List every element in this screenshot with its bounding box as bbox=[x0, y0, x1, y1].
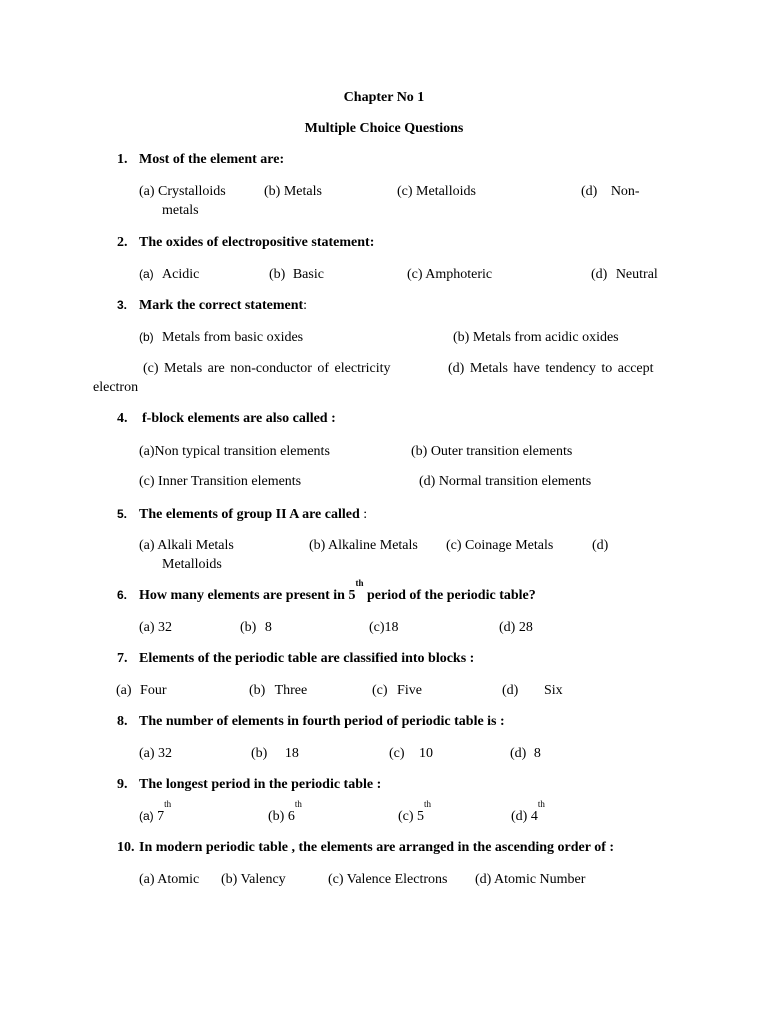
option: (c) Metalloids bbox=[397, 184, 476, 199]
question-number: 10. bbox=[117, 840, 135, 855]
superscript: th bbox=[424, 799, 432, 809]
question-text-bold: The elements of group II A are called bbox=[139, 507, 360, 522]
question-number: 4. bbox=[117, 411, 128, 426]
option: (d) 8 bbox=[510, 746, 541, 761]
option: (b) Three bbox=[249, 683, 308, 698]
option: (b) 18 bbox=[251, 746, 299, 761]
option: Metals from basic oxides bbox=[162, 330, 304, 345]
option-label: (b) bbox=[139, 330, 154, 344]
option: (a) Atomic bbox=[139, 872, 200, 887]
option: (c) Metals are non-conductor of electricity bbox=[143, 361, 391, 376]
option-continuation: Metalloids bbox=[162, 557, 222, 572]
option-label: (a) bbox=[139, 809, 154, 823]
question-text: The longest period in the periodic table : bbox=[139, 777, 382, 792]
question-number: 7. bbox=[117, 651, 128, 666]
question-number: 3. bbox=[117, 298, 128, 312]
option: (d) Metals have tendency to accept bbox=[448, 361, 654, 376]
option: (d) Non- bbox=[581, 184, 640, 199]
chapter-title: Chapter No 1 bbox=[343, 90, 425, 105]
option: (b) Metals bbox=[264, 184, 322, 199]
option: (b) Basic bbox=[269, 267, 324, 282]
option-label: (b) bbox=[268, 809, 285, 824]
option: (b) Alkaline Metals bbox=[309, 538, 418, 553]
question-text bbox=[139, 578, 536, 605]
option: (a) Alkali Metals bbox=[139, 538, 234, 553]
question-text bbox=[139, 296, 307, 315]
option-label: (d) bbox=[511, 809, 528, 824]
option: (c) Amphoteric bbox=[407, 267, 493, 282]
question-text: In modern periodic table , the elements are arranged in the ascending order of : bbox=[139, 840, 615, 855]
question-text: f-block elements are also called : bbox=[142, 411, 336, 426]
option: (b) Outer transition elements bbox=[411, 444, 573, 459]
option-value: 7 bbox=[157, 809, 165, 824]
question-text bbox=[139, 505, 367, 524]
option: (c)18 bbox=[369, 620, 399, 635]
option bbox=[398, 799, 432, 826]
question-text: Elements of the periodic table are classified into blocks : bbox=[139, 651, 475, 666]
option: (b) Metals from acidic oxides bbox=[453, 330, 619, 345]
question-number: 1. bbox=[117, 152, 128, 167]
option: (c) 10 bbox=[389, 746, 434, 761]
option: (c) Inner Transition elements bbox=[139, 474, 302, 489]
option: (a) Four bbox=[116, 683, 167, 698]
superscript: th bbox=[537, 799, 545, 809]
question-number: 8. bbox=[117, 714, 128, 729]
question-text: The number of elements in fourth period of periodic table is : bbox=[139, 714, 505, 729]
option: (a) 32 bbox=[139, 620, 173, 635]
option-value: 4 bbox=[530, 809, 538, 824]
option-label: (a) bbox=[139, 267, 154, 281]
option: (b) Valency bbox=[221, 872, 286, 887]
option: (d) 28 bbox=[499, 620, 533, 635]
question-text: Most of the element are: bbox=[139, 152, 285, 167]
option: (c) Five bbox=[372, 683, 422, 698]
superscript: th bbox=[164, 799, 172, 809]
option-continuation: metals bbox=[162, 203, 199, 218]
option: Acidic bbox=[162, 267, 200, 282]
option bbox=[139, 799, 172, 826]
option: (d) bbox=[502, 683, 519, 698]
question-text-part: How many elements are present in 5 bbox=[139, 588, 356, 603]
option-label: (c) bbox=[398, 809, 414, 824]
question-number: 2. bbox=[117, 235, 128, 250]
question-number: 6. bbox=[117, 588, 128, 602]
superscript: th bbox=[294, 799, 302, 809]
section-subtitle: Multiple Choice Questions bbox=[304, 121, 464, 136]
option: (c) Valence Electrons bbox=[328, 872, 448, 887]
option: (a)Non typical transition elements bbox=[139, 444, 330, 459]
superscript: th bbox=[355, 578, 364, 588]
option-value: 5 bbox=[417, 809, 425, 824]
option: (d) Normal transition elements bbox=[419, 474, 592, 489]
question-text: The oxides of electropositive statement: bbox=[139, 235, 375, 250]
question-number: 9. bbox=[117, 777, 128, 792]
option bbox=[511, 799, 545, 826]
option: (a) 32 bbox=[139, 746, 173, 761]
question-number: 5. bbox=[117, 507, 128, 521]
option: (d) Neutral bbox=[591, 267, 658, 282]
option: (d) Atomic Number bbox=[475, 872, 586, 887]
option: (b) 8 bbox=[240, 620, 272, 635]
option: Six bbox=[544, 683, 563, 698]
option: (c) Coinage Metals bbox=[446, 538, 554, 553]
question-text-suffix: : bbox=[363, 507, 368, 522]
option-continuation: electron bbox=[93, 380, 139, 395]
question-text-suffix: : bbox=[303, 298, 308, 313]
question-text-bold: Mark the correct statement bbox=[139, 298, 304, 313]
option: (a) Crystalloids bbox=[139, 184, 226, 199]
option: (d) bbox=[592, 538, 609, 553]
option bbox=[268, 799, 302, 826]
question-text-part: period of the periodic table? bbox=[366, 588, 536, 603]
option-value: 6 bbox=[287, 809, 295, 824]
question-1 bbox=[117, 150, 128, 169]
